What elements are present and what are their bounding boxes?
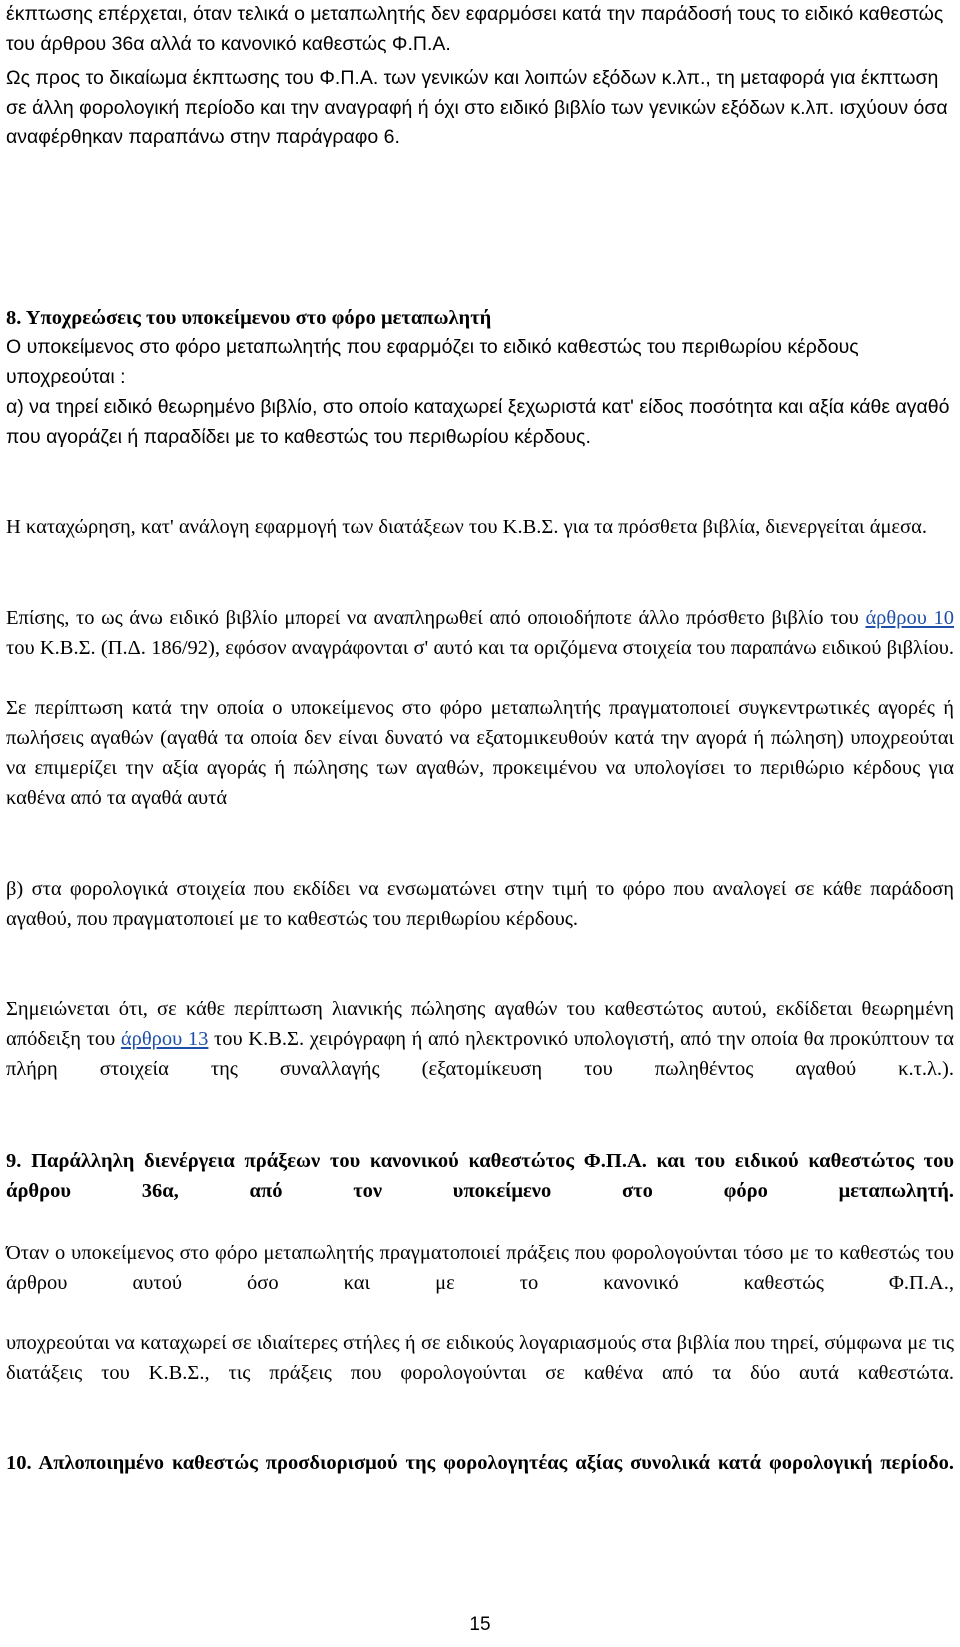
section-8-paragraph-4-text-b: του Κ.Β.Σ. (Π.Δ. 186/92), εφόσον αναγράφονται σ' αυτό και τα οριζόμενα στοιχεία του παραπάνω ειδικού βιβλίου. xyxy=(6,637,954,659)
article-10-link[interactable]: άρθρου 10 xyxy=(865,607,954,629)
section-8-paragraph-2: α) να τηρεί ειδικό θεωρημένο βιβλίο, στο οποίο καταχωρεί ξεχωριστά κατ' είδος ποσότητα και αξία κάθε αγαθό που αγοράζει ή παραδίδει με το καθεστώς του περιθωρίου κέρδους. xyxy=(6,396,950,448)
section-8-paragraph-6: β) στα φορολογικά στοιχεία που εκδίδει να ενσωματώνει στην τιμή το φόρο που αναλογεί σε κάθε παράδοση αγαθού, που πραγματοποιεί με το καθεστώς του περιθωρίου κέρδους. xyxy=(6,878,954,930)
section-8-paragraph-4-text-a: Επίσης, το ως άνω ειδικό βιβλίο μπορεί να αναπληρωθεί από οποιοδήποτε άλλο πρόσθετο βιβλίο του xyxy=(6,607,866,629)
section-8-paragraph-3: Η καταχώρηση, κατ' ανάλογη εφαρμογή των διατάξεων του Κ.Β.Σ. για τα πρόσθετα βιβλία, διενεργείται άμεσα. xyxy=(6,516,927,538)
section-8-paragraph-7-text-b: του Κ.Β.Σ. χειρόγραφη ή από ηλεκτρονικό υπολογιστή, από την οποία θα προκύπτουν τα πλήρη στοιχεία της συναλλαγής (εξατομίκευση του πωληθέντος αγαθού κ.τ.λ.). xyxy=(6,1028,954,1080)
section-8-paragraph-7 xyxy=(6,994,954,1084)
section-8-paragraph-1: Ο υποκείμενος στο φόρο μεταπωλητής που εφαρμόζει το ειδικό καθεστώς του περιθωρίου κέρδους υποχρεούται : xyxy=(6,336,859,388)
section-9-paragraph-1: Όταν ο υποκείμενος στο φόρο μεταπωλητής πραγματοποιεί πράξεις που φορολογούνται τόσο με το καθεστώς του άρθρου αυτού όσο και με το κανονικό καθεστώς Φ.Π.Α., xyxy=(6,1242,954,1294)
section-10-heading: 10. Απλοποιημένο καθεστώς προσδιορισμού της φορολογητέας αξίας συνολικά κατά φορολογική περίοδο. xyxy=(6,1452,954,1474)
intro-paragraph-1: έκπτωσης επέρχεται, όταν τελικά ο μεταπωλητής δεν εφαρμόσει κατά την παράδοσή τους το ειδικό καθεστώς του άρθρου 36α αλλά το κανονικό καθεστώς Φ.Π.Α. xyxy=(6,3,944,55)
section-8-paragraph-5: Σε περίπτωση κατά την οποία ο υποκείμενος στο φόρο μεταπωλητής πραγματοποιεί συγκεντρωτικές αγορές ή πωλήσεις αγαθών (αγαθά τα οποία δεν είναι δυνατό να εξατομικευθούν κατά την αγορά ή πώληση) υποχρεούται να επιμερίζει την αξία αγοράς ή πώλησης των αγαθών, προκειμένου να υπολογίσει το περιθώριο κέρδους για καθένα από τα αγαθά αυτά xyxy=(6,697,954,809)
section-9-heading: 9. Παράλληλη διενέργεια πράξεων του κανονικού καθεστώτος Φ.Π.Α. και του ειδικού καθεστώτος του άρθρου 36α, από τον υποκείμενο στο φόρο μεταπωλητή. xyxy=(6,1150,954,1202)
section-8-paragraph-4 xyxy=(6,603,954,663)
section-8-paragraph-7-text-a: Σημειώνεται ότι, σε κάθε περίπτωση λιανικής πώλησης αγαθών του καθεστώτος αυτού, εκδίδεται θεωρημένη απόδειξη του xyxy=(6,998,954,1050)
intro-paragraph-2: Ως προς το δικαίωμα έκπτωσης του Φ.Π.Α. των γενικών και λοιπών εξόδων κ.λπ., τη μεταφορά για έκπτωση σε άλλη φορολογική περίοδο και την αναγραφή ή όχι στο ειδικό βιβλίο των γενικών εξόδων κ.λπ. ισχύουν όσα αναφέρθηκαν παραπάνω στην παράγραφο 6. xyxy=(6,67,948,148)
article-13-link[interactable]: άρθρου 13 xyxy=(120,1028,209,1050)
section-9-paragraph-2: υποχρεούται να καταχωρεί σε ιδιαίτερες στήλες ή σε ειδικούς λογαριασμούς στα βιβλία που τηρεί, σύμφωνα με τις διατάξεις του Κ.Β.Σ., τις πράξεις που φορολογούνται σε καθένα από τα δύο αυτά καθεστώτα. xyxy=(6,1332,954,1384)
page-number: 15 xyxy=(469,1614,491,1635)
section-8-heading: 8. Υποχρεώσεις του υποκείμενου στο φόρο μεταπωλητή xyxy=(6,307,492,329)
